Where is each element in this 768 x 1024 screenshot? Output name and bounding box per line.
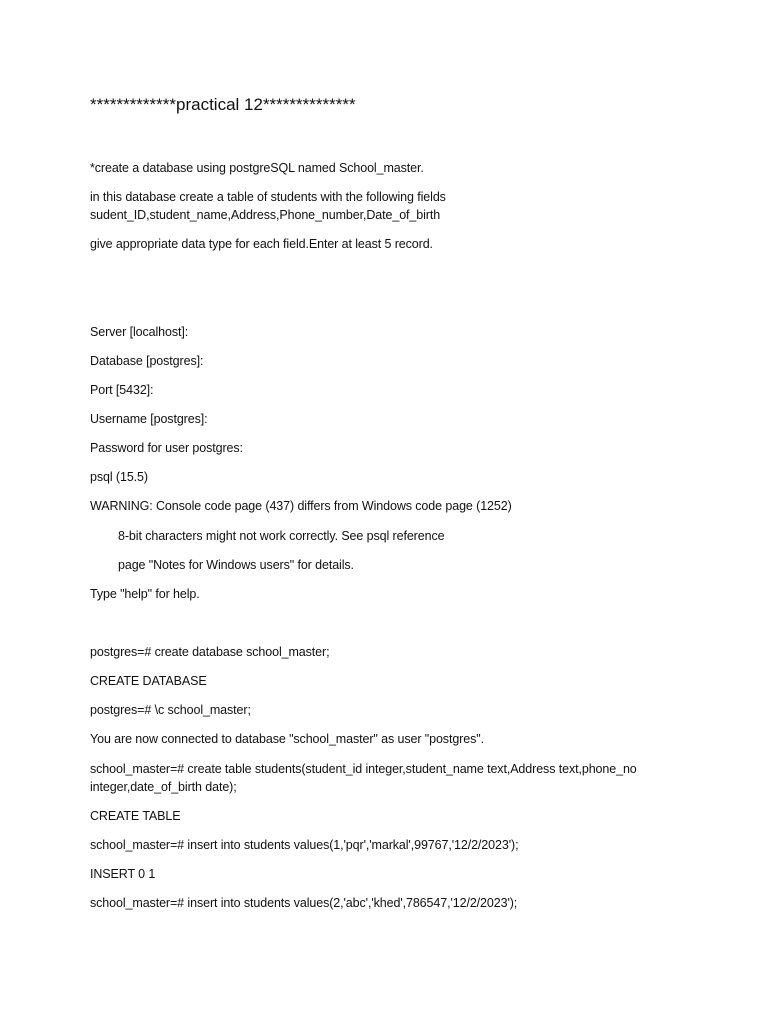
console-cmd-connect: postgres=# \c school_master; xyxy=(90,703,251,717)
console-out-connect: You are now connected to database "school_master" as user "postgres". xyxy=(90,732,484,746)
console-cmd-insert-1: school_master=# insert into students values(1,'pqr','markal',99767,'12/2/2023'); xyxy=(90,838,519,852)
console-out-insert-1: INSERT 0 1 xyxy=(90,867,156,881)
console-cmd-create-table-line-1: school_master=# create table students(student_id integer,student_name text,Address text,phone_no xyxy=(90,762,637,776)
console-server: Server [localhost]: xyxy=(90,325,189,339)
console-cmd-create-table-line-2: integer,date_of_birth date); xyxy=(90,780,237,794)
task-line-2: in this database create a table of students with the following fields xyxy=(90,190,446,204)
task-line-3: sudent_ID,student_name,Address,Phone_number,Date_of_birth xyxy=(90,208,441,222)
console-cmd-insert-2: school_master=# insert into students values(2,'abc','khed',786547,'12/2/2023'); xyxy=(90,896,518,910)
document-title: *************practical 12************** xyxy=(90,95,356,114)
console-username: Username [postgres]: xyxy=(90,412,208,426)
task-line-4: give appropriate data type for each field.Enter at least 5 record. xyxy=(90,237,433,251)
task-line-1: *create a database using postgreSQL named School_master. xyxy=(90,161,424,175)
console-psql-version: psql (15.5) xyxy=(90,470,148,484)
console-cmd-create-db: postgres=# create database school_master; xyxy=(90,645,330,659)
console-warning: WARNING: Console code page (437) differs from Windows code page (1252) xyxy=(90,499,512,513)
console-out-create-db: CREATE DATABASE xyxy=(90,674,207,688)
console-database: Database [postgres]: xyxy=(90,354,204,368)
console-warning-detail-2: page "Notes for Windows users" for details. xyxy=(118,558,354,572)
console-password: Password for user postgres: xyxy=(90,441,243,455)
console-out-create-table: CREATE TABLE xyxy=(90,809,181,823)
console-help: Type "help" for help. xyxy=(90,587,200,601)
console-warning-detail-1: 8-bit characters might not work correctly. See psql reference xyxy=(118,529,445,543)
console-port: Port [5432]: xyxy=(90,383,154,397)
